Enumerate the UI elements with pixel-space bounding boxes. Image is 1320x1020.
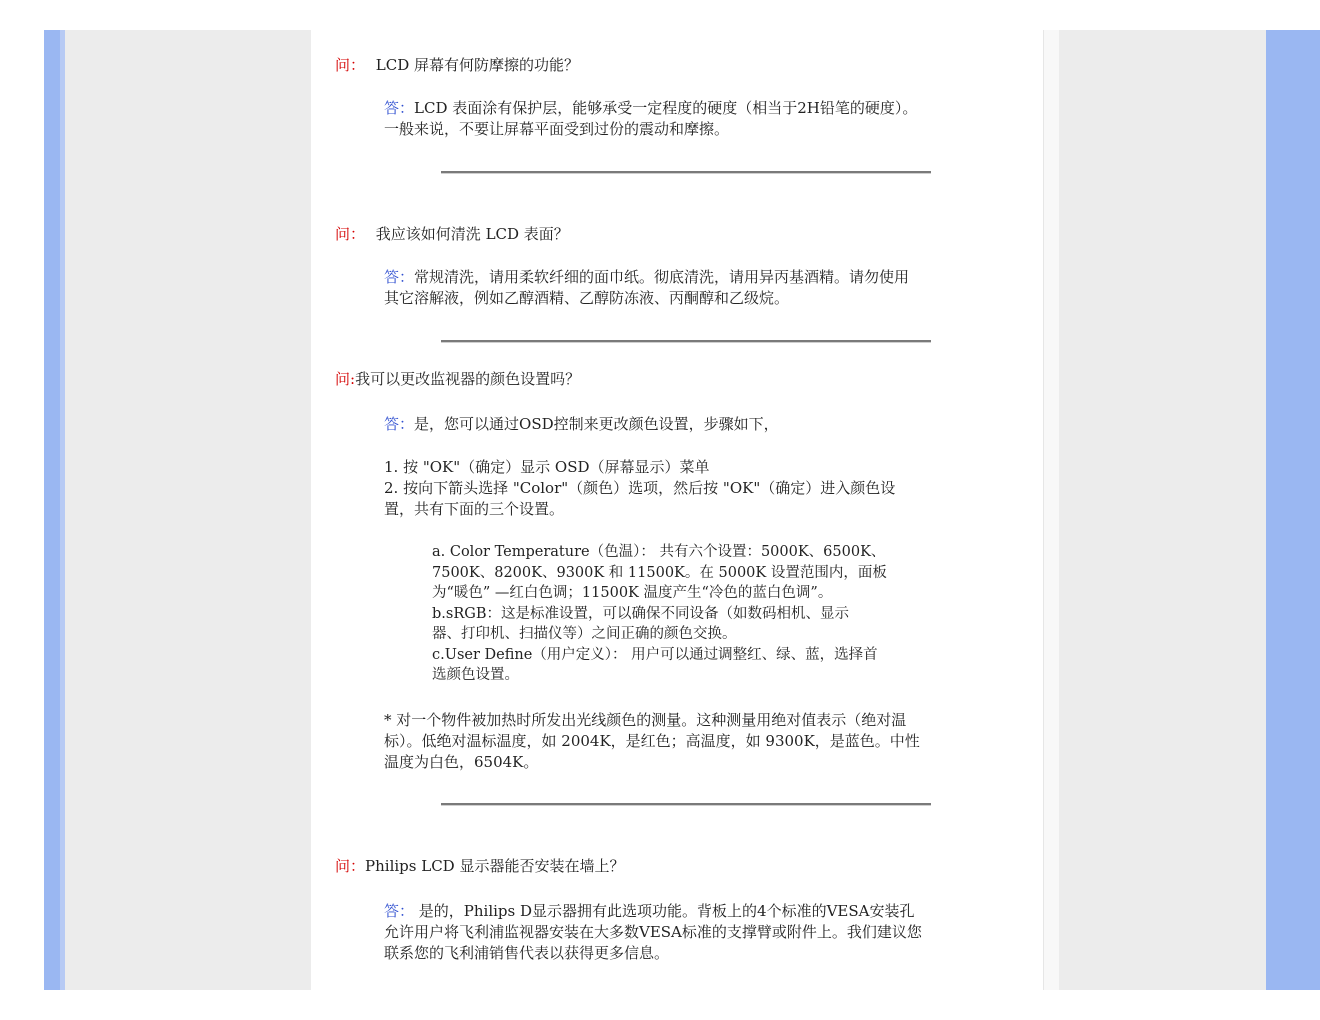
- answer-line: 联系您的飞利浦销售代表以获得更多信息。: [384, 944, 670, 962]
- option-line: 为“暖色” —红白色调；11500K 温度产生“冷色的蓝白色调”。: [432, 585, 833, 601]
- question-text: 我可以更改监视器的颜色设置吗？: [355, 370, 581, 388]
- right-border-blue: [1266, 30, 1320, 990]
- question-label: 问：: [335, 56, 366, 74]
- question-1: [335, 55, 579, 75]
- answer-label: 答：: [384, 415, 415, 433]
- color-options: [432, 542, 952, 686]
- right-margin-gray: [1059, 30, 1266, 990]
- answer-line: 一般来说，不要让屏幕平面受到过份的震动和摩擦。: [384, 120, 730, 138]
- answer-1: [384, 98, 989, 140]
- option-line: 器、打印机、扫描仪等）之间正确的颜色交换。: [432, 626, 737, 642]
- divider: [441, 171, 931, 174]
- right-margin-gap: [1043, 30, 1060, 990]
- answer-line: 允许用户将飞利浦监视器安装在大多数VESA标准的支撑臂或附件上。我们建议您: [384, 923, 922, 941]
- left-margin-gray: [65, 30, 311, 990]
- answer-line: 是的，Philips D显示器拥有此选项功能。背板上的4个标准的VESA安装孔: [414, 902, 915, 920]
- question-2: [335, 224, 569, 244]
- note-line: 标）。低绝对温标温度，如 2004K，是红色；高温度，如 9300K，是蓝色。中性: [384, 732, 920, 750]
- answer-label: 答：: [384, 902, 415, 920]
- step-line: 2. 按向下箭头选择 "Color"（颜色）选项，然后按 "OK"（确定）进入颜色设: [384, 479, 896, 497]
- question-label: 问:: [335, 370, 356, 388]
- answer-line: 常规清洗，请用柔软纤细的面巾纸。彻底清洗，请用异丙基酒精。请勿使用: [414, 268, 910, 286]
- note-line: * 对一个物件被加热时所发出光线颜色的测量。这种测量用绝对值表示（绝对温: [384, 711, 907, 729]
- option-line: c.User Define（用户定义）： 用户可以通过调整红、绿、蓝，选择首: [432, 646, 878, 663]
- question-3: [335, 369, 580, 389]
- answer-label: 答：: [384, 99, 415, 117]
- answer-2: [384, 267, 989, 309]
- faq-content: [311, 30, 1043, 990]
- option-line: b.sRGB：这是标准设置，可以确保不同设备（如数码相机、显示: [432, 605, 849, 622]
- question-label: 问：: [335, 857, 366, 875]
- divider: [441, 340, 931, 343]
- note-line: 温度为白色，6504K。: [384, 753, 539, 771]
- question-label: 问：: [335, 225, 366, 243]
- divider: [441, 803, 931, 806]
- option-line: 7500K、8200K、9300K 和 11500K。在 5000K 设置范围内，面板: [432, 564, 887, 581]
- question-4: [335, 856, 624, 876]
- step-line: 置，共有下面的三个设置。: [384, 500, 565, 518]
- answer-4: [384, 901, 989, 964]
- color-temperature-note: [384, 710, 989, 773]
- question-text: 我应该如何清洗 LCD 表面？: [375, 225, 569, 243]
- question-text: LCD 屏幕有何防摩擦的功能？: [375, 56, 580, 74]
- answer-line: LCD 表面涂有保护层，能够承受一定程度的硬度（相当于2H铅笔的硬度）。: [414, 99, 918, 117]
- option-line: a. Color Temperature（色温）： 共有六个设置：5000K、6500K、: [432, 544, 886, 560]
- answer-3: [384, 414, 989, 435]
- step-line: 1. 按 "OK"（确定）显示 OSD（屏幕显示）菜单: [384, 458, 710, 476]
- question-text: Philips LCD 显示器能否安装在墙上？: [365, 857, 625, 875]
- option-line: 选颜色设置。: [432, 667, 519, 683]
- color-steps: [384, 457, 989, 520]
- answer-label: 答：: [384, 268, 415, 286]
- answer-line: 是，您可以通过OSD控制来更改颜色设置，步骤如下，: [414, 415, 779, 433]
- answer-line: 其它溶解液，例如乙醇酒精、乙醇防冻液、丙酮醇和乙级烷。: [384, 289, 790, 307]
